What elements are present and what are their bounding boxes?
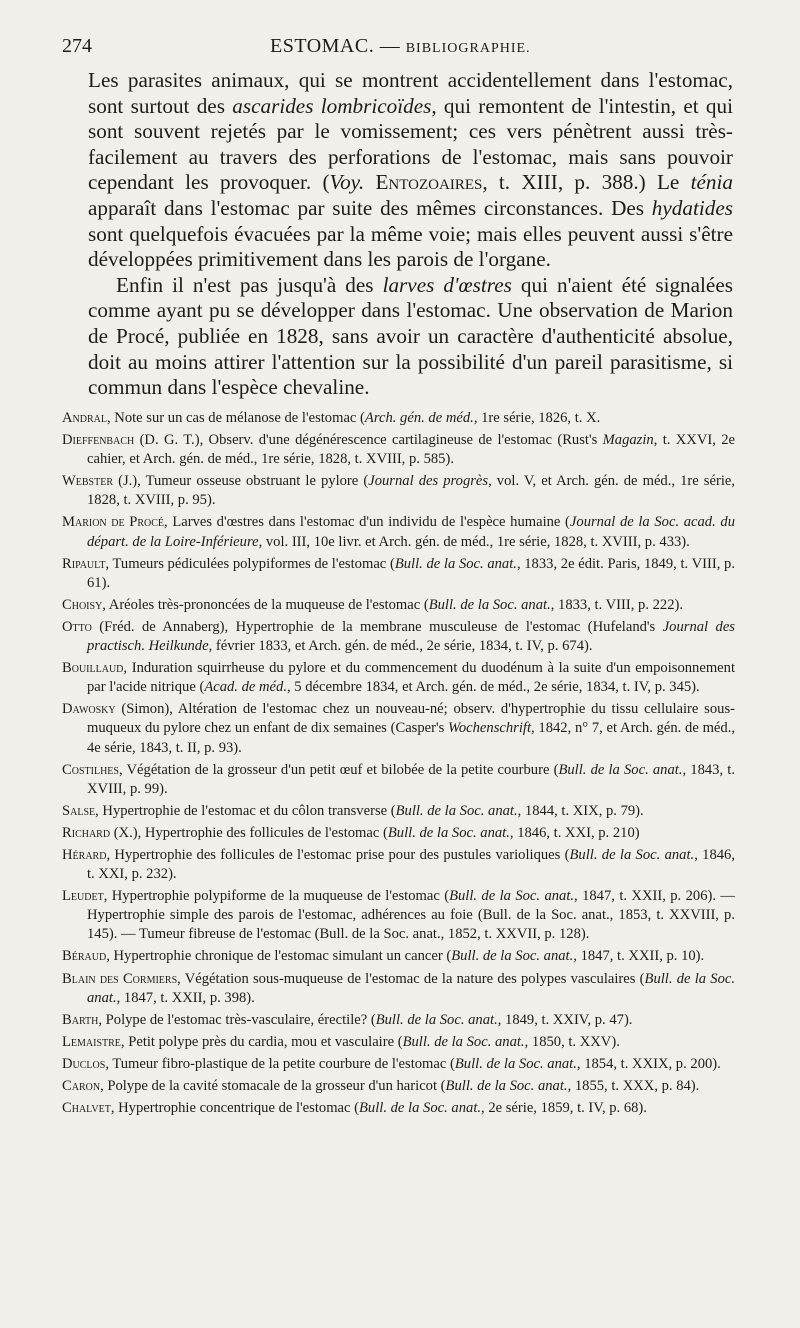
entry-text: , Hypertrophie de l'estomac et du côlon transverse ( [95, 802, 396, 819]
italic-run: hydatides [651, 195, 733, 220]
text-run: apparaît dans l'estomac par suite des mêmes circonstances. Des [88, 195, 652, 220]
bibliography-entry [62, 700, 735, 757]
bibliography-entry [62, 659, 735, 697]
text-run: Les parasites animaux, qui se montrent accidentellement dans l'estomac, sont surtout des [88, 68, 733, 118]
entry-text: , Hypertrophie des follicules de l'estomac prise pour des pustules varioliques ( [106, 846, 570, 863]
running-title-section: BIBLIOGRAPHIE. [405, 41, 531, 56]
entry-text: (J.), Tumeur osseuse obstruant le pylore ( [113, 473, 369, 490]
entry-text: , 1847, t. XXII, p. 10). [573, 948, 705, 965]
entry-text: , 1833, 2e édit. Paris, 1849, t. VIII, p. 61). [87, 555, 735, 591]
page-number: 274 [62, 35, 92, 57]
entry-text: , vol. V, et Arch. gén. de méd., 1re série, 1828, t. XVIII, p. 95). [87, 473, 736, 509]
entry-text: , Note sur un cas de mélanose de l'estomac ( [106, 410, 365, 426]
bibliography-entry [62, 947, 735, 966]
entry-source: Journal de la Soc. acad. du départ. de la Loire-Inférieure [87, 514, 735, 550]
entry-author: Dawosky [62, 701, 116, 718]
italic-run: larves d'œstres [382, 272, 512, 297]
entry-author: Caron [62, 1078, 101, 1094]
bibliography-entry [62, 513, 735, 551]
entry-author: Barth [62, 1011, 99, 1028]
italic-run: Voy. [329, 170, 365, 195]
bibliography-entry [62, 1077, 735, 1096]
italic-run: ténia [690, 170, 733, 195]
smallcaps-run: Entozoaires [364, 170, 483, 195]
entry-text: , 1850, t. XXV). [524, 1033, 620, 1050]
entry-source: Bull. de la Soc. anat. [449, 888, 575, 905]
text-run: sont quelquefois évacuées par la même voie; mais elles peuvent aussi s'être développées primitivement dans les parois de l'organe. [88, 221, 733, 272]
entry-author: Leudet [62, 888, 104, 905]
entry-source: Bull. de la Soc. anat. [395, 802, 518, 819]
entry-source: Journal des practisch. Heilkunde [87, 618, 735, 655]
paragraph-larves [88, 273, 733, 401]
entry-text: , 1855, t. XXX, p. 84). [567, 1078, 700, 1094]
entry-text: , Petit polype près du cardia, mou et vasculaire ( [120, 1033, 403, 1050]
entry-text: , 2e série, 1859, t. IV, p. 68). [481, 1100, 647, 1117]
entry-author: Duclos [62, 1055, 106, 1072]
entry-author: Choisy [62, 596, 103, 613]
entry-author: Lemaistre [62, 1033, 121, 1050]
entry-source: Bull. de la Soc. anat. [402, 1033, 525, 1050]
bibliography-entry [62, 761, 735, 799]
entry-source: Bull. de la Soc. anat. [375, 1011, 498, 1028]
running-title [270, 32, 531, 63]
entry-text: , 1833, t. VIII, p. 222). [550, 596, 684, 613]
entry-source: Wochenschrift [448, 720, 532, 737]
text-run: qui n'aient été signalées comme ayant pu se développer dans l'estomac. Une observation de Marion de Procé, publiée en 1828, sans avoir un caractère d'authenticité absolue, doit au moins attirer l'attention sur la possibilité d'un pareil parasitisme, si commun dans l'espèce chevaline. [88, 272, 733, 400]
entry-text: , Hypertrophie chronique de l'estomac simulant un cancer ( [106, 948, 452, 965]
entry-text: , février 1833, et Arch. gén. de méd., 2e série, 1834, t. IV, p. 674). [208, 638, 593, 655]
entry-author: Richard [62, 824, 111, 841]
entry-text: (Simon), Altération de l'estomac chez un nouveau-né; observ. d'hypertrophie du tissu cellulaire sous-muqueux du pylore chez un enfant de dix semaines (Casper's [87, 701, 735, 737]
bibliography-entry [62, 1055, 735, 1074]
entry-source: Bull. de la Soc. anat. [454, 1055, 577, 1072]
entry-text: , Induration squirrheuse du pylore et du commencement du duodénum à la suite d'un empoisonnement par l'acide nitrique ( [87, 660, 735, 696]
entry-text: , 1847, t. XXII, p. 206). — Hypertrophie simple des parois de l'estomac, adhérences au foie (Bull. de la Soc. anat., 1853, t. XXVIII, p. 145). — Tumeur fibreuse de l'estomac (Bull. de la Soc. anat., 1852, t. XXVII, p. 128). [87, 888, 735, 943]
entry-source: Bull. de la Soc. anat. [359, 1100, 482, 1117]
bibliography-entry [62, 472, 735, 510]
bibliography-list [62, 409, 735, 1121]
entry-text: , 1846, t. XXI, p. 210) [509, 824, 640, 841]
entry-source: Bull. de la Soc. anat. [428, 596, 551, 613]
bibliography-entry [62, 1099, 735, 1118]
bibliography-entry [62, 824, 735, 843]
entry-source: Acad. de méd. [204, 679, 287, 696]
entry-author: Béraud [62, 948, 107, 965]
entry-source: Bull. de la Soc. anat. [394, 555, 517, 572]
entry-author: Chalvet [62, 1100, 111, 1117]
entry-text: (Fréd. de Annaberg), Hypertrophie de la membrane musculeuse de l'estomac (Hufeland's [91, 618, 663, 635]
entry-text: , Végétation sous-muqueuse de l'estomac de la nature des polypes vasculaires ( [177, 970, 645, 987]
entry-text: , t. XXVI, 2e cahier, et Arch. gén. de méd., 1re série, 1828, t. XVIII, p. 585). [87, 432, 735, 468]
running-title-main: ESTOMAC. — [270, 35, 401, 57]
text-run: Enfin il n'est pas jusqu'à des [116, 272, 383, 297]
bibliography-entry [62, 596, 735, 615]
bibliography-entry [62, 409, 735, 428]
entry-text: , Végétation de la grosseur d'un petit œuf et bilobée de la petite courbure ( [118, 761, 559, 778]
entry-author: Webster [62, 473, 114, 490]
entry-author: Hérard [62, 846, 107, 863]
bibliography-entry [62, 887, 735, 944]
italic-run: ascarides lombricoïdes [232, 93, 432, 118]
entry-text: , 5 décembre 1834, et Arch. gén. de méd., 2e série, 1834, t. IV, p. 345). [286, 679, 700, 696]
entry-text: , Polype de l'estomac très-vasculaire, érectile? ( [98, 1011, 376, 1028]
entry-source: Journal des progrès [368, 473, 489, 490]
entry-source: Bull. de la Soc. anat. [558, 761, 683, 778]
paragraph-parasites [88, 68, 733, 273]
entry-author: Marion de Procé [62, 514, 165, 531]
entry-text: , Tumeur fibro-plastique de la petite courbure de l'estomac ( [105, 1055, 455, 1072]
bibliography-entry [62, 1011, 735, 1030]
entry-text: , Polype de la cavité stomacale de la grosseur d'un haricot ( [100, 1078, 446, 1094]
entry-text: (D. G. T.), Observ. d'une dégénérescence cartilagineuse de l'estomac (Rust's [134, 432, 603, 449]
entry-source: Bull. de la Soc. anat. [569, 846, 695, 863]
entry-source: Bull. de la Soc. anat. [445, 1078, 568, 1094]
entry-source: Bull. de la Soc. anat. [87, 970, 735, 1006]
entry-text: , Tumeurs pédiculées polypiformes de l'estomac ( [105, 555, 395, 572]
entry-text: , vol. III, 10e livr. et Arch. gén. de méd., 1re série, 1828, t. XVIII, p. 433). [258, 533, 690, 550]
entry-author: Bouillaud [62, 660, 124, 677]
entry-text: , 1854, t. XXIX, p. 200). [576, 1055, 721, 1072]
entry-text: , Larves d'œstres dans l'estomac d'un individu de l'espèce humaine ( [164, 514, 570, 531]
bibliography-entry [62, 1033, 735, 1052]
entry-author: Blain des Cormiers [62, 970, 178, 987]
entry-author: Otto [62, 618, 92, 635]
entry-text: , 1846, t. XXI, p. 232). [87, 846, 735, 883]
running-header [62, 32, 742, 60]
entry-author: Dieffenbach [62, 432, 135, 449]
entry-author: Costilhes [62, 761, 119, 778]
entry-text: , Hypertrophie concentrique de l'estomac ( [110, 1100, 360, 1117]
entry-text: , 1844, t. XIX, p. 79). [517, 802, 644, 819]
bibliography-entry [62, 618, 735, 656]
entry-text: , 1849, t. XXIV, p. 47). [497, 1011, 633, 1028]
entry-text: (X.), Hypertrophie des follicules de l'estomac ( [110, 824, 388, 841]
entry-source: Bull. de la Soc. anat. [451, 948, 574, 965]
entry-text: , Hypertrophie polypiforme de la muqueuse de l'estomac ( [103, 888, 450, 905]
bibliography-entry [62, 802, 735, 821]
entry-text: , 1re série, 1826, t. X. [473, 410, 601, 426]
text-run: , qui remontent de l'intestin, et qui sont souvent rejetés par le vomissement; ces vers pénètrent aussi très-facilement au travers des perforations de l'estomac, mais sans pouvoir cependant les provoquer. ( [88, 93, 733, 195]
entry-author: Salse [62, 802, 96, 819]
text-run: , t. XIII, p. 388.) Le [482, 170, 691, 195]
entry-source: Magazin [602, 432, 654, 449]
entry-source: Bull. de la Soc. anat. [387, 824, 510, 841]
entry-text: , 1847, t. XXII, p. 398). [116, 989, 255, 1006]
body-text [88, 68, 733, 401]
bibliography-entry [62, 846, 735, 884]
bibliography-entry [62, 431, 735, 469]
bibliography-entry [62, 970, 735, 1008]
entry-author: Andral [62, 410, 107, 426]
entry-text: , 1843, t. XVIII, p. 99). [87, 761, 735, 797]
entry-text: , 1842, n° 7, et Arch. gén. de méd., 4e série, 1843, t. II, p. 93). [87, 720, 736, 756]
entry-source: Arch. gén. de méd. [364, 410, 474, 426]
entry-author: Ripault [62, 555, 106, 572]
bibliography-entry [62, 555, 735, 593]
entry-text: , Aréoles très-prononcées de la muqueuse de l'estomac ( [102, 596, 429, 613]
